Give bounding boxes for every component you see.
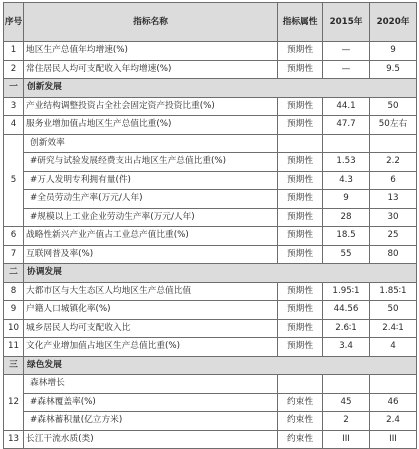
group-title: 创新效率 [24,134,278,153]
row-name: 长江干流水质(类) [24,430,278,449]
header-2015: 2015年 [323,3,370,42]
row-value-2015: 1.95∶1 [323,282,370,301]
row-name: #全员劳动生产率(万元/人年) [24,190,278,209]
row-value-2015: — [323,42,370,61]
header-row [4,3,417,42]
row-name: #万人发明专利拥有量(件) [24,171,278,190]
table-row [4,153,417,172]
row-name: 互联网普及率(%) [24,245,278,264]
row-no: 2 [4,60,24,79]
row-name: #森林覆盖率(%) [24,393,278,412]
table-row [4,190,417,209]
row-attr: 预期性 [278,338,323,357]
row-value-2015: 47.7 [323,116,370,135]
row-value-2020: 13 [370,190,417,209]
row-value-2020: 6 [370,171,417,190]
row-value-2015: 2 [323,412,370,431]
row-value-2015: 44.1 [323,97,370,116]
row-attr: 预期性 [278,42,323,61]
row-value-2020: 2.4 [370,412,417,431]
row-value-2015: III [323,430,370,449]
table-row [4,97,417,116]
header-2020: 2020年 [370,3,417,42]
row-attr: 预期性 [278,153,323,172]
row-attr: 预期性 [278,171,323,190]
row-value-2015: 2.6∶1 [323,319,370,338]
row-value-2020: 50 [370,97,417,116]
table-row [4,412,417,431]
section-header-coordination [4,264,417,283]
row-value-2020: 9 [370,42,417,61]
row-name: 文化产业增加值占地区生产总值比重(%) [24,338,278,357]
indicator-table-page [3,2,416,449]
row-value-2015: 44.56 [323,301,370,320]
row-attr: 约束性 [278,430,323,449]
indicator-table [3,2,417,449]
section-no: 二 [4,264,24,283]
row-no: 13 [4,430,24,449]
row-name: 产业结构调整投资占全社会固定资产投资比重(%) [24,97,278,116]
table-row [4,393,417,412]
row-value-2015: 3.4 [323,338,370,357]
section-no: 三 [4,356,24,375]
table-row [4,171,417,190]
group-row-forest-growth [4,375,417,394]
row-value-2020: 1.85∶1 [370,282,417,301]
row-value-2020: 9.5 [370,60,417,79]
row-name: 战略性新兴产业产值占工业总产值比重(%) [24,227,278,246]
row-value-2020: 25 [370,227,417,246]
table-row [4,301,417,320]
row-attr: 预期性 [278,282,323,301]
table-row [4,116,417,135]
table-row [4,338,417,357]
row-attr: 预期性 [278,116,323,135]
row-value-2015: 55 [323,245,370,264]
table-row [4,282,417,301]
row-value-2020: 2.2 [370,153,417,172]
row-value-2020: 30 [370,208,417,227]
row-no: 7 [4,245,24,264]
group-no: 12 [4,375,24,431]
table-row [4,42,417,61]
row-attr: 预期性 [278,301,323,320]
row-attr: 约束性 [278,393,323,412]
row-attr: 预期性 [278,227,323,246]
row-attr: 预期性 [278,245,323,264]
row-value-2015: 9 [323,190,370,209]
row-value-2015: 45 [323,393,370,412]
row-no: 11 [4,338,24,357]
row-value-2020: 2.4∶1 [370,319,417,338]
section-no: 一 [4,79,24,98]
row-value-2015: 1.53 [323,153,370,172]
table-row [4,208,417,227]
row-name: 服务业增加值占地区生产总值比重(%) [24,116,278,135]
table-row [4,60,417,79]
group-title: 森林增长 [24,375,278,394]
row-name: 大都市区与大生态区人均地区生产总值比值 [24,282,278,301]
row-attr: 预期性 [278,97,323,116]
group-row-innovation-efficiency [4,134,417,153]
row-name: #研究与试验发展经费支出占地区生产总值比重(%) [24,153,278,172]
row-value-2015: 18.5 [323,227,370,246]
row-no: 10 [4,319,24,338]
row-value-2020: III [370,430,417,449]
row-attr: 预期性 [278,60,323,79]
row-name: 地区生产总值年均增速(%) [24,42,278,61]
row-no: 9 [4,301,24,320]
header-attr: 指标属性 [278,3,323,42]
row-name: 城乡居民人均可支配收入比 [24,319,278,338]
row-name: #森林蓄积量(亿立方米) [24,412,278,431]
section-title: 协调发展 [24,264,417,283]
row-name: #规模以上工业企业劳动生产率(万元/人年) [24,208,278,227]
row-value-2015: 4.3 [323,171,370,190]
row-value-2020: 46 [370,393,417,412]
row-attr: 预期性 [278,208,323,227]
row-no: 6 [4,227,24,246]
header-name: 指标名称 [24,3,278,42]
row-attr: 约束性 [278,412,323,431]
row-value-2020: 50 [370,301,417,320]
row-value-2015: 28 [323,208,370,227]
row-attr: 预期性 [278,319,323,338]
row-value-2020: 50左右 [370,116,417,135]
header-no: 序号 [4,3,24,42]
row-no: 1 [4,42,24,61]
row-value-2015: — [323,60,370,79]
section-header-innovation [4,79,417,98]
section-title: 绿色发展 [24,356,417,375]
table-row [4,430,417,449]
row-name: 常住居民人均可支配收入年均增速(%) [24,60,278,79]
row-no: 8 [4,282,24,301]
row-attr: 预期性 [278,190,323,209]
table-row [4,245,417,264]
row-name: 户籍人口城镇化率(%) [24,301,278,320]
group-no: 5 [4,134,24,227]
row-no: 4 [4,116,24,135]
row-no: 3 [4,97,24,116]
section-title: 创新发展 [24,79,417,98]
section-header-green [4,356,417,375]
table-row [4,319,417,338]
table-row [4,227,417,246]
row-value-2020: 4 [370,338,417,357]
row-value-2020: 80 [370,245,417,264]
